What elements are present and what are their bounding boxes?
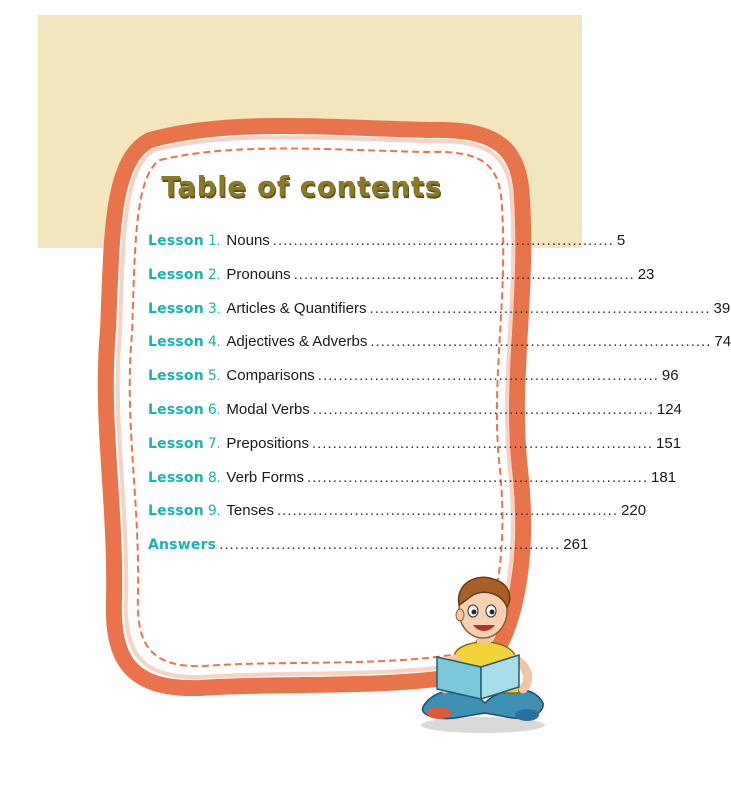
lesson-label: Lesson xyxy=(148,469,204,486)
page-number: 23 xyxy=(637,265,655,283)
leader-dots: .................................................................. xyxy=(370,333,712,351)
page-number: 181 xyxy=(651,468,677,486)
lesson-title: Prepositions xyxy=(226,434,309,452)
lesson-number: 8 xyxy=(207,469,217,486)
page-title: Table of contents xyxy=(161,170,442,203)
lesson-number: 1 xyxy=(207,233,217,249)
lesson-number: 4 xyxy=(207,334,217,351)
lesson-title: Adjectives & Adverbs xyxy=(226,333,368,351)
toc-entry[interactable]: Lesson 7 . Prepositions .................................................................. 151 xyxy=(148,434,682,452)
toc-entry[interactable]: Lesson 9 . Tenses .................................................................. 220 xyxy=(148,502,647,520)
lesson-number: 9 xyxy=(207,503,217,520)
leader-dots: .................................................................. xyxy=(272,232,614,249)
toc-entry[interactable]: Lesson 4 . Adjectives & Adverbs .................................................................. 74 xyxy=(148,333,731,351)
leader-dots: .................................................................. xyxy=(306,468,649,486)
toc-entry[interactable]: Lesson 5 . Comparisons .................................................................. 96 xyxy=(148,367,679,385)
toc-list xyxy=(148,232,731,570)
page-number: 220 xyxy=(621,502,647,520)
lesson-label: Lesson xyxy=(148,334,204,351)
page-number: 151 xyxy=(656,434,682,452)
lesson-number: 2 xyxy=(207,266,217,283)
answers-label: Answers xyxy=(148,537,217,554)
lesson-label: Lesson xyxy=(148,233,204,249)
lesson-title: Comparisons xyxy=(226,367,315,385)
leader-dots: .................................................................. xyxy=(311,434,654,452)
boy-reading-book-icon xyxy=(415,575,550,735)
leader-dots: .................................................................. xyxy=(276,502,619,520)
page-number: 39 xyxy=(713,299,731,317)
lesson-number: 3 xyxy=(207,300,217,317)
lesson-label: Lesson xyxy=(148,503,204,520)
toc-entry[interactable]: Lesson 1 . Nouns .................................................................. 5 xyxy=(148,232,626,249)
toc-entry[interactable]: Lesson 8 . Verb Forms .................................................................. 181 xyxy=(148,468,677,486)
toc-entry[interactable]: Lesson 6 . Modal Verbs .................................................................. 124 xyxy=(148,400,682,418)
toc-entry-answers[interactable] xyxy=(148,536,589,570)
leader-dots: .................................................................. xyxy=(219,536,561,554)
lesson-title: Pronouns xyxy=(226,265,291,283)
lesson-label: Lesson xyxy=(148,300,204,317)
toc-entry[interactable]: Lesson 3 . Articles & Quantifiers .................................................................. 39 xyxy=(148,299,731,317)
lesson-title: Tenses xyxy=(226,502,274,520)
lesson-number: 7 xyxy=(207,435,217,452)
page-number: 96 xyxy=(661,367,679,385)
lesson-title: Modal Verbs xyxy=(226,400,310,418)
leader-dots: .................................................................. xyxy=(293,265,635,283)
lesson-number: 6 xyxy=(207,401,217,418)
toc-entry[interactable]: Lesson 2 . Pronouns .................................................................. 23 xyxy=(148,265,655,283)
lesson-label: Lesson xyxy=(148,435,204,452)
lesson-label: Lesson xyxy=(148,368,204,385)
lesson-title: Verb Forms xyxy=(226,468,304,486)
leader-dots: .................................................................. xyxy=(312,400,654,418)
page-number: 74 xyxy=(714,333,731,351)
leader-dots: .................................................................. xyxy=(369,299,711,317)
page-number: 124 xyxy=(656,400,682,418)
lesson-title: Articles & Quantifiers xyxy=(226,299,367,317)
lesson-label: Lesson xyxy=(148,401,204,418)
leader-dots: .................................................................. xyxy=(317,367,659,385)
lesson-label: Lesson xyxy=(148,266,204,283)
page-number: 261 xyxy=(563,536,589,554)
lesson-title: Nouns xyxy=(226,232,270,249)
page-number: 5 xyxy=(616,232,626,249)
lesson-number: 5 xyxy=(207,368,217,385)
